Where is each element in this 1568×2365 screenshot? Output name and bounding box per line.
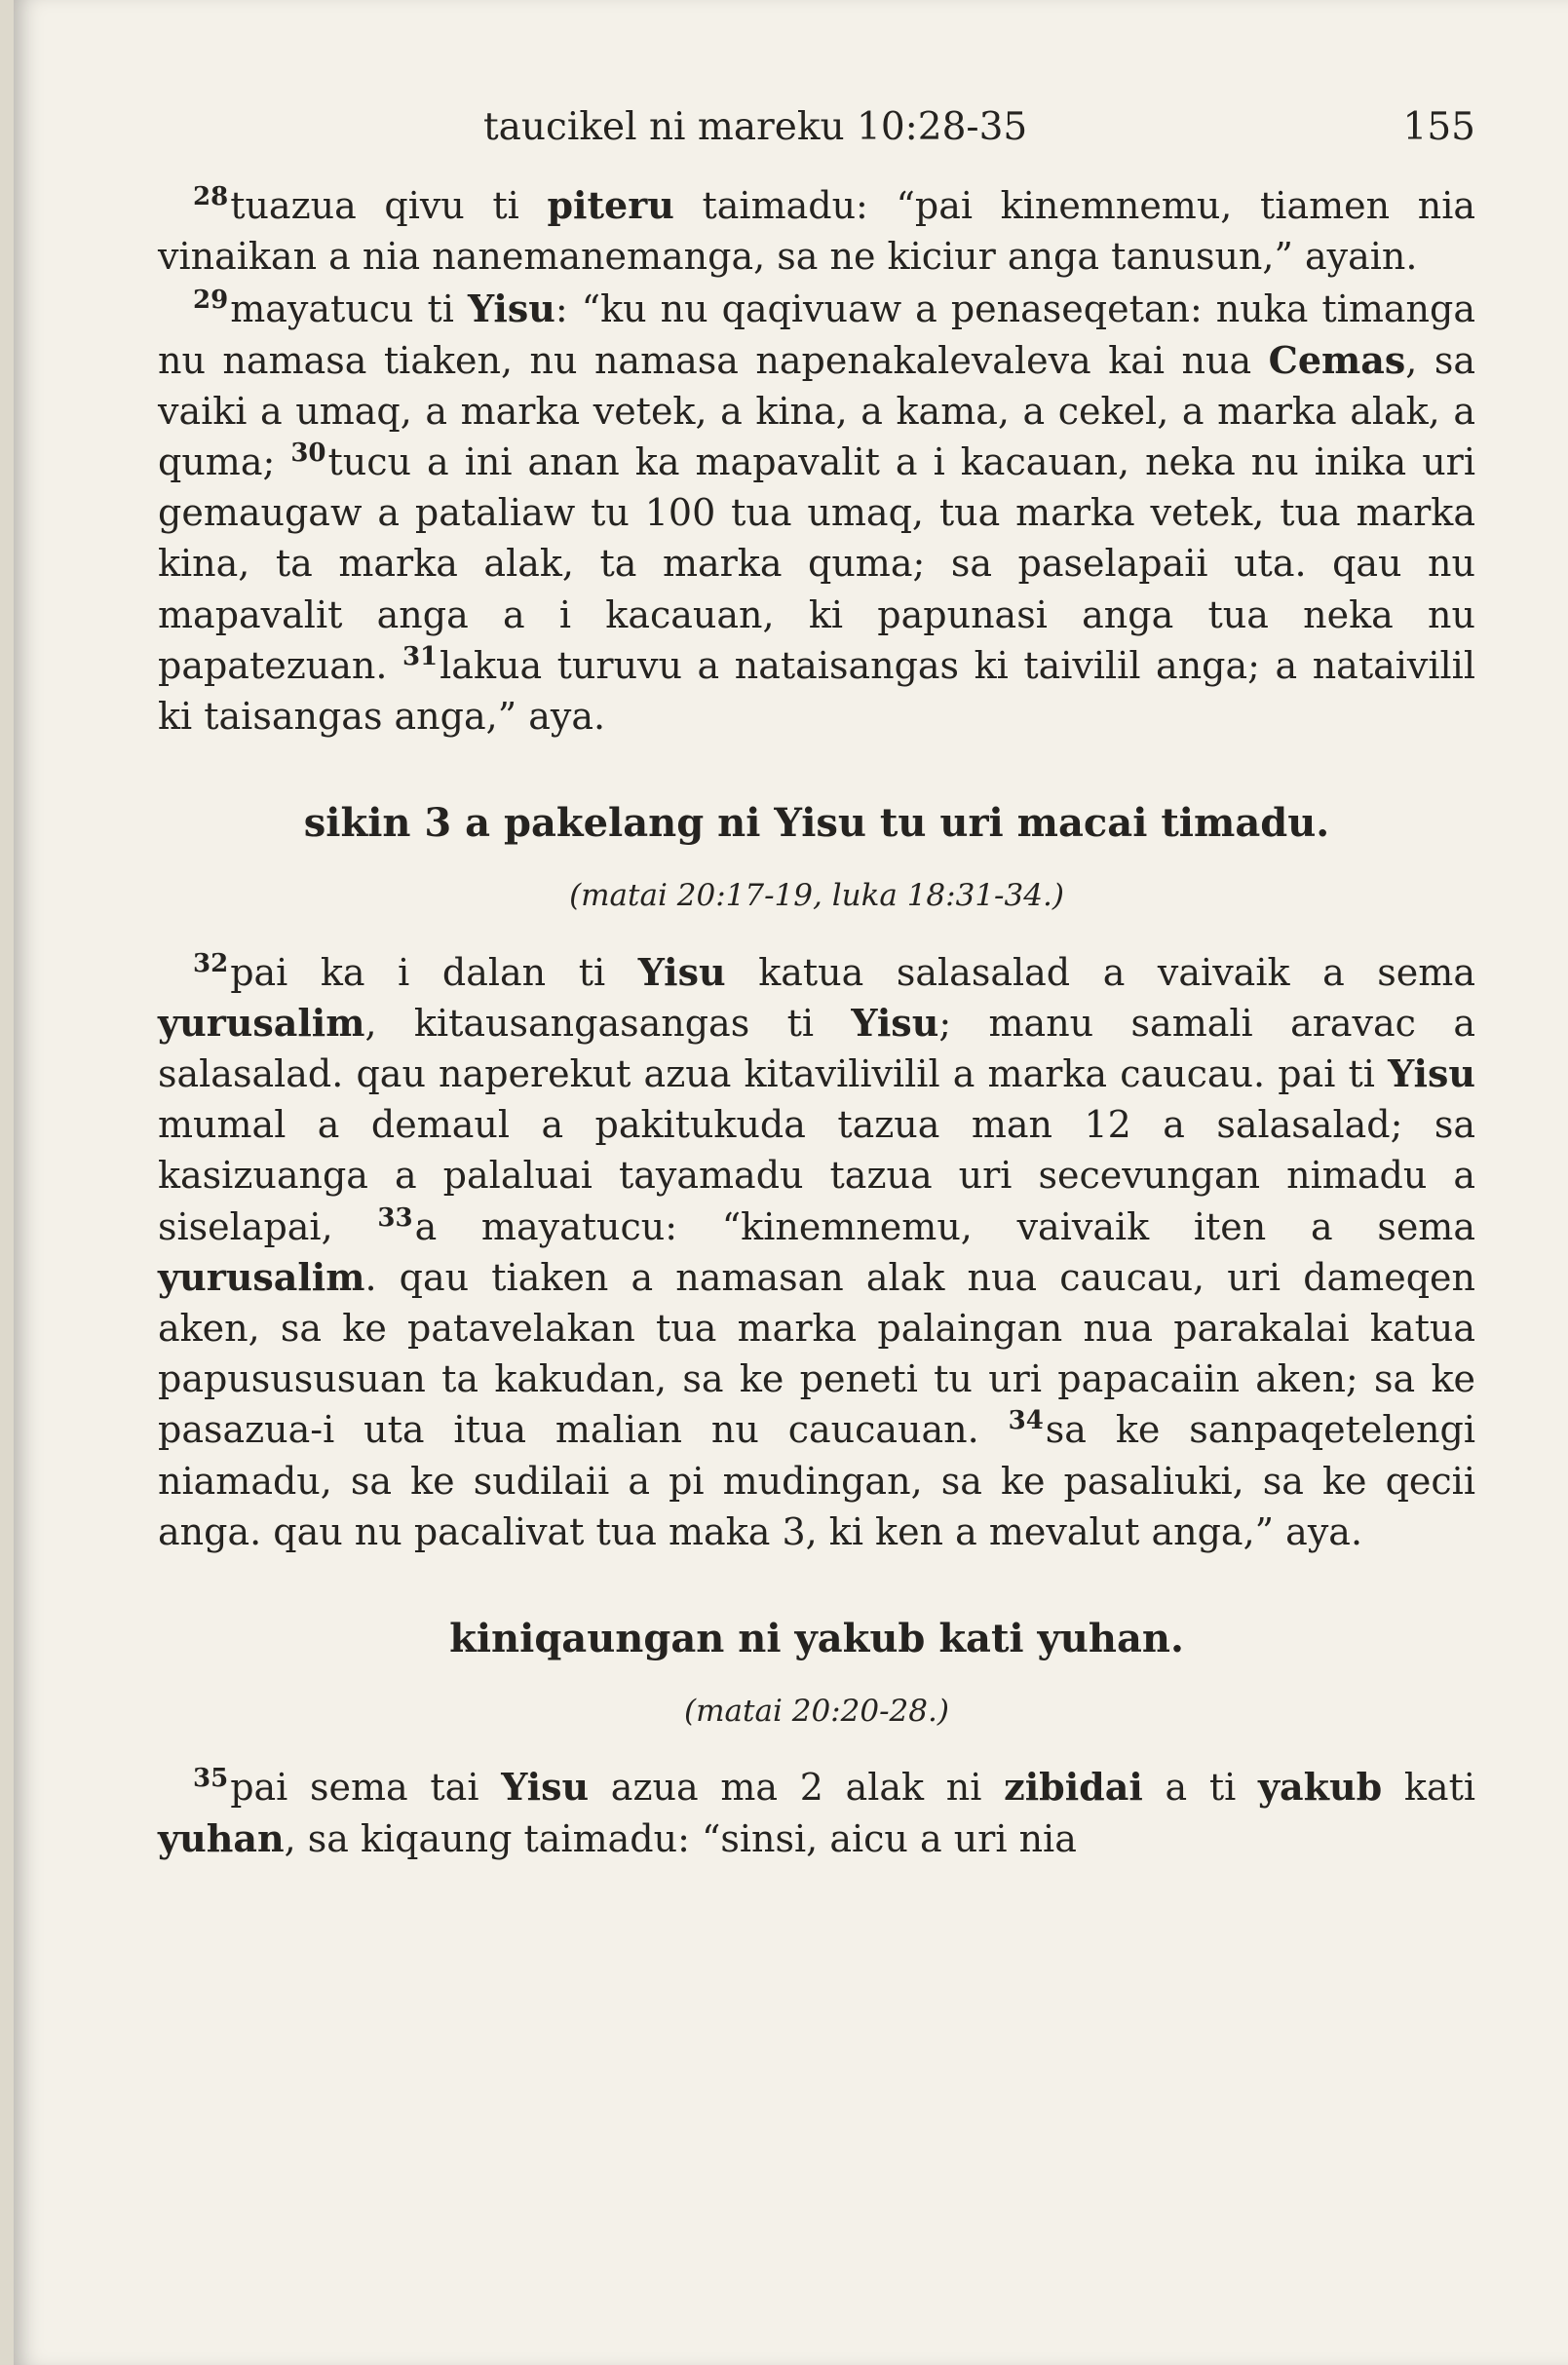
verse-number: 30 — [290, 439, 326, 469]
verse-number: 35 — [193, 1764, 229, 1794]
verse-paragraph — [158, 180, 1475, 282]
verse-number: 32 — [193, 948, 229, 978]
verse-text: mayatucu ti — [230, 287, 468, 331]
bold-name: yurusalim — [158, 1254, 365, 1299]
verse-text: pai ka i dalan ti — [230, 950, 638, 994]
cross-reference: (matai 20:17-19, luka 18:31-34.) — [569, 878, 1064, 914]
verse-paragraph — [158, 1762, 1475, 1863]
verse-text: kati — [1382, 1766, 1475, 1810]
verse-paragraph — [158, 284, 1475, 742]
verse-text: sa ke sanpaqetelengi niamadu, sa ke sudilaii a pi mudingan, sa ke pasaliuki, sa ke qecii anga. qau nu pacalivat tua maka 3, ki ken a mevalut anga,” aya. — [158, 1408, 1475, 1553]
verse-text: a ti — [1142, 1766, 1258, 1810]
verse-text: a mayatucu: “kinemnemu, vaivaik iten a sema — [414, 1204, 1475, 1248]
verse-text: tuazua qivu ti — [230, 184, 548, 227]
bold-name: Cemas — [1268, 337, 1406, 382]
section-heading: kiniqaungan ni yakub kati yuhan. — [449, 1616, 1184, 1662]
verse-number: 34 — [1008, 1406, 1044, 1436]
verse-text: ; manu samali aravac a salasalad. qau naperekut azua kitavilivilil a marka caucau. pai ti — [158, 1001, 1475, 1096]
verse-text: , kitausangasangas ti — [364, 1001, 852, 1045]
verse-text: mumal a demaul a pakitukuda tazua man 12 a salasalad; sa kasizuanga a palaluai tayamadu tazua uri secevungan nimadu a siselapai, — [158, 1103, 1475, 1248]
bold-name: Yisu — [637, 949, 726, 994]
verse-text: pai sema tai — [230, 1766, 502, 1810]
bold-name: yurusalim — [158, 1000, 365, 1045]
verse-text: , sa kiqaung taimadu: “sinsi, aicu a uri nia — [284, 1816, 1077, 1860]
bold-name: Yisu — [501, 1765, 590, 1810]
running-title: taucikel ni mareku 10:28-35 — [483, 105, 1028, 149]
verse-text: taimadu: “pai kinemnemu, tiamen nia vinaikan a nia nanemanemanga, sa ne kiciur anga tanusun,” ayain. — [158, 184, 1475, 279]
bold-name: Yisu — [851, 1000, 939, 1045]
book-page — [14, 0, 1568, 2365]
bold-name: yuhan — [158, 1815, 285, 1860]
cross-reference: (matai 20:20-28.) — [684, 1694, 949, 1730]
bold-name: yakub — [1257, 1765, 1383, 1810]
verse-paragraph — [158, 947, 1475, 1557]
verse-text: lakua turuvu a nataisangas ki taivilil anga; a nataivilil ki taisangas anga,” aya. — [158, 643, 1475, 739]
bold-name: zibidai — [1004, 1765, 1143, 1810]
running-header — [158, 102, 1475, 180]
verse-number: 33 — [377, 1202, 413, 1233]
body-text — [158, 180, 1475, 1864]
page-number: 155 — [1402, 105, 1475, 149]
bold-name: Yisu — [467, 286, 555, 331]
bold-name: Yisu — [1388, 1051, 1475, 1096]
section-heading: sikin 3 a pakelang ni Yisu tu uri macai timadu. — [303, 800, 1330, 847]
verse-text: tucu a ini anan ka mapavalit a i kacauan, neka nu inika uri gemaugaw a pataliaw tu 100 tua umaq, tua marka vetek, tua marka kina, ta marka alak, ta marka quma; sa paselapaii uta. qau nu mapavalit anga a i kacauan, ki papunasi anga tua neka nu papatezuan. — [158, 440, 1475, 687]
verse-text: : “ku nu qaqivuaw a penaseqetan: nuka timanga nu namasa tiaken, nu namasa napenakalevaleva kai nua — [158, 287, 1475, 382]
verse-number: 28 — [193, 182, 229, 211]
verse-text: katua salasalad a vaivaik a sema — [725, 950, 1475, 994]
verse-text: . qau tiaken a namasan alak nua caucau, uri dameqen aken, sa ke patavelakan tua marka palaingan nua parakalai katua papusususuan ta kakudan, sa ke peneti tu uri papacaiin aken; sa ke pasazua-i uta itua malian nu caucauan. — [158, 1255, 1475, 1452]
bold-name: piteru — [547, 183, 674, 227]
page-content — [158, 102, 1475, 1864]
verse-number: 31 — [402, 641, 439, 671]
verse-number: 29 — [193, 286, 229, 316]
verse-text: azua ma 2 alak ni — [589, 1766, 1005, 1810]
verse-text: , sa vaiki a umaq, a marka vetek, a kina, a kama, a cekel, a marka alak, a quma; — [158, 338, 1475, 484]
